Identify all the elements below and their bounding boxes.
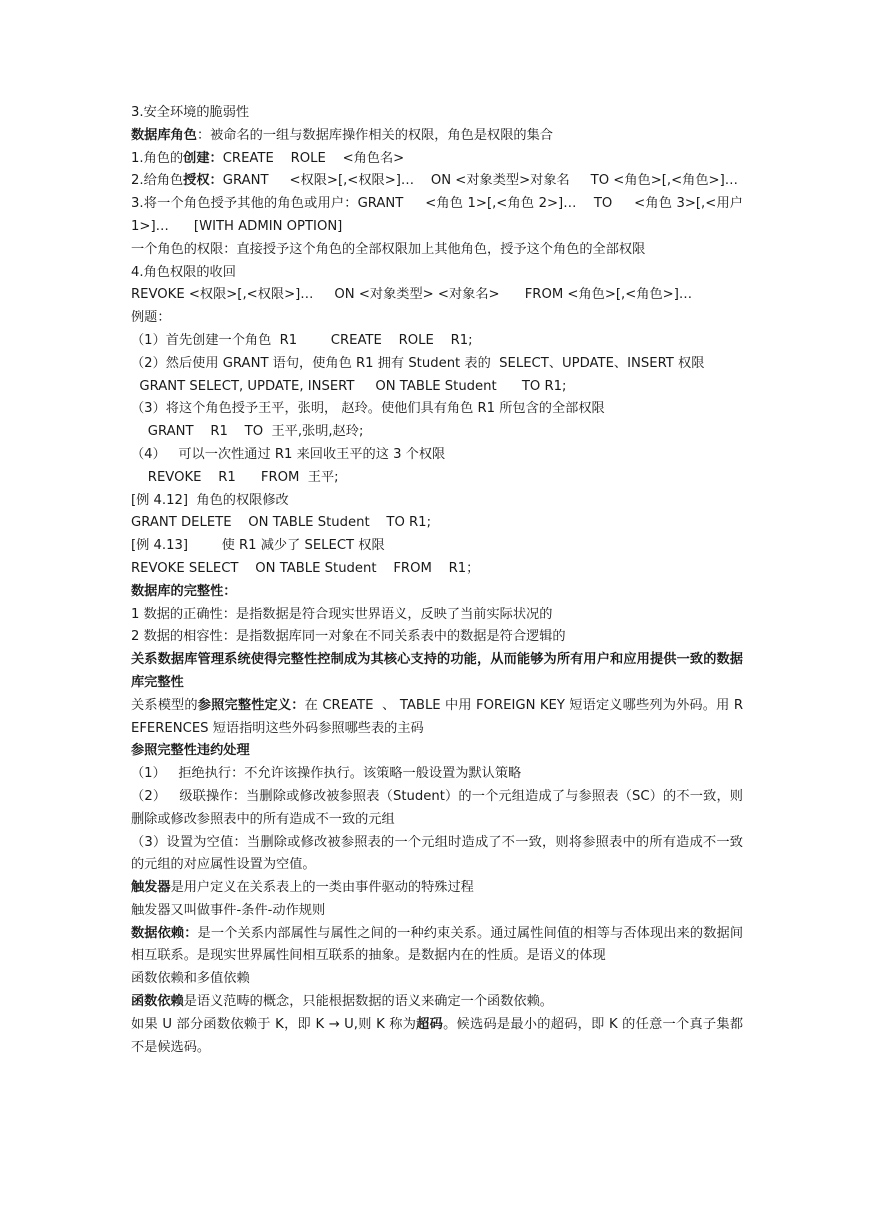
text-span: 3.安全环境的脆弱性	[131, 105, 250, 120]
text-line	[131, 444, 743, 467]
text-line	[131, 193, 748, 239]
text-line	[131, 421, 743, 444]
text-line	[131, 581, 743, 604]
text-span: ：被命名的一组与数据库操作相关的权限，角色是权限的集合	[196, 127, 553, 143]
text-span: 4.角色权限的收回	[131, 264, 236, 280]
text-line	[131, 649, 743, 695]
text-span: 1 数据的正确性：是指数据是符合现实世界语义，反映了当前实际状况的	[131, 606, 553, 622]
text-span: 是一个关系内部属性与属性之间的一种约束关系。通过属性间值的相等与否体现出来的数据间相互联系。是现实世界属性间相互联系的抽象。是数据内在的性质。是语义的体现	[131, 925, 744, 964]
text-span: 在 CREATE 、 TABLE 中用 FOREIGN KEY 短语定义哪些列为外码。用 REFERENCES 短语指明这些外码参照哪些表的主码	[131, 697, 744, 736]
text-line	[131, 626, 743, 649]
text-span: （2）然后使用 GRANT 语句，使角色 R1 拥有 Student 表的 SELECT、UPDATE、INSERT 权限	[131, 355, 705, 371]
text-line	[131, 307, 743, 330]
text-span: （1）首先创建一个角色 R1 CREATE ROLE R1;	[131, 332, 473, 348]
bold-term: 数据依赖：	[131, 925, 198, 941]
text-line	[131, 786, 743, 832]
text-line	[131, 353, 743, 376]
text-line	[131, 102, 743, 125]
text-span: （3）将这个角色授予王平，张明， 赵玲。使他们具有角色 R1 所包含的全部权限	[131, 401, 605, 417]
text-span: REVOKE <权限>[,<权限>]… ON <对象类型> <对象名> FROM <角色>[,<角色>]…	[131, 287, 693, 303]
text-span: 2 数据的相容性：是指数据库同一对象在不同关系表中的数据是符合逻辑的	[131, 629, 566, 645]
text-line	[131, 558, 743, 581]
text-line	[131, 490, 743, 513]
text-span: 触发器又叫做事件-条件-动作规则	[131, 902, 326, 918]
document-body	[131, 102, 748, 1059]
text-line	[131, 239, 743, 262]
bold-term: 参照完整性定义：	[197, 697, 305, 713]
text-span: 一个角色的权限：直接授予这个角色的全部权限加上其他角色，授予这个角色的全部权限	[131, 241, 646, 257]
bold-term: 关系数据库管理系统使得完整性控制成为其核心支持的功能，从而能够为所有用户和应用提供一致的数据库完整性	[131, 652, 743, 690]
text-line	[131, 763, 743, 786]
text-span: 是语义范畴的概念，只能根据数据的语义来确定一个函数依赖。	[183, 994, 553, 1010]
text-span: 3.将一个角色授予其他的角色或用户：GRANT <角色 1>[,<角色 2>]… TO <角色 3>[,<用户 1>]… [WITH ADMIN OPTION]	[131, 196, 748, 234]
text-span: （3）设置为空值：当删除或修改被参照表的一个元组时造成了不一致，则将参照表中的所有造成不一致的元组的对应属性设置为空值。	[131, 834, 743, 873]
bold-term: 函数依赖	[131, 994, 184, 1010]
bold-term: 触发器	[131, 880, 171, 896]
text-span: （1） 拒绝执行：不允许该操作执行。该策略一般设置为默认策略	[131, 766, 522, 782]
text-span: GRANT <权限>[,<权限>]… ON <对象类型>对象名 TO <角色>[,<角色>]…	[222, 173, 738, 189]
text-line	[131, 125, 743, 148]
text-line	[131, 832, 743, 878]
text-span: （4） 可以一次性通过 R1 来回收王平的这 3 个权限	[131, 446, 446, 462]
text-line	[131, 923, 743, 969]
text-line	[131, 695, 743, 741]
text-line	[131, 262, 743, 285]
text-span: 1.角色的	[131, 150, 184, 166]
text-line	[131, 170, 743, 193]
text-span: CREATE ROLE <角色名>	[222, 150, 405, 166]
text-span: REVOKE R1 FROM 王平;	[131, 469, 339, 485]
text-line	[131, 877, 743, 900]
text-line	[131, 284, 743, 307]
text-span: 函数依赖和多值依赖	[131, 971, 250, 987]
text-line	[131, 467, 743, 490]
text-span: [例 4.13] 使 R1 减少了 SELECT 权限	[131, 538, 385, 554]
text-span: [例 4.12] 角色的权限修改	[131, 492, 289, 508]
text-line	[131, 1014, 743, 1060]
text-span: （2） 级联操作：当删除或修改被参照表（Student）的一个元组造成了与参照表（SC）的不一致，则删除或修改参照表中的所有造成不一致的元组	[131, 788, 743, 827]
text-line	[131, 398, 743, 421]
text-span: GRANT R1 TO 王平,张明,赵玲;	[131, 424, 364, 440]
bold-term: 创建：	[183, 150, 223, 166]
text-span: 如果 U 部分函数依赖于 K，即 K → U,则 K 称为	[131, 1016, 417, 1032]
text-span: 关系模型的	[131, 697, 198, 713]
text-line	[131, 604, 743, 627]
text-line	[131, 330, 743, 353]
text-line	[131, 376, 743, 399]
text-span: 2.给角色	[131, 173, 184, 189]
text-line	[131, 900, 743, 923]
text-line	[131, 148, 743, 171]
bold-term: 数据库的完整性：	[131, 583, 237, 599]
bold-term: 数据库角色	[131, 127, 197, 143]
text-line	[131, 991, 743, 1014]
text-span: 。候选码是最小的超码，即 K 的任意一个真子集都不是候选码。	[131, 1016, 744, 1055]
text-line	[131, 740, 743, 763]
text-line	[131, 535, 743, 558]
text-span: 例题：	[131, 310, 171, 326]
text-span: GRANT SELECT, UPDATE, INSERT ON TABLE Student TO R1;	[131, 378, 567, 394]
bold-term: 参照完整性违约处理	[131, 743, 250, 759]
bold-term: 授权：	[183, 173, 223, 189]
text-span: 是用户定义在关系表上的一类由事件驱动的特殊过程	[170, 880, 474, 896]
bold-term: 超码	[416, 1016, 444, 1032]
text-line	[131, 512, 743, 535]
text-span: REVOKE SELECT ON TABLE Student FROM R1；	[131, 560, 480, 576]
text-line	[131, 968, 743, 991]
text-span: GRANT DELETE ON TABLE Student TO R1;	[131, 515, 432, 531]
